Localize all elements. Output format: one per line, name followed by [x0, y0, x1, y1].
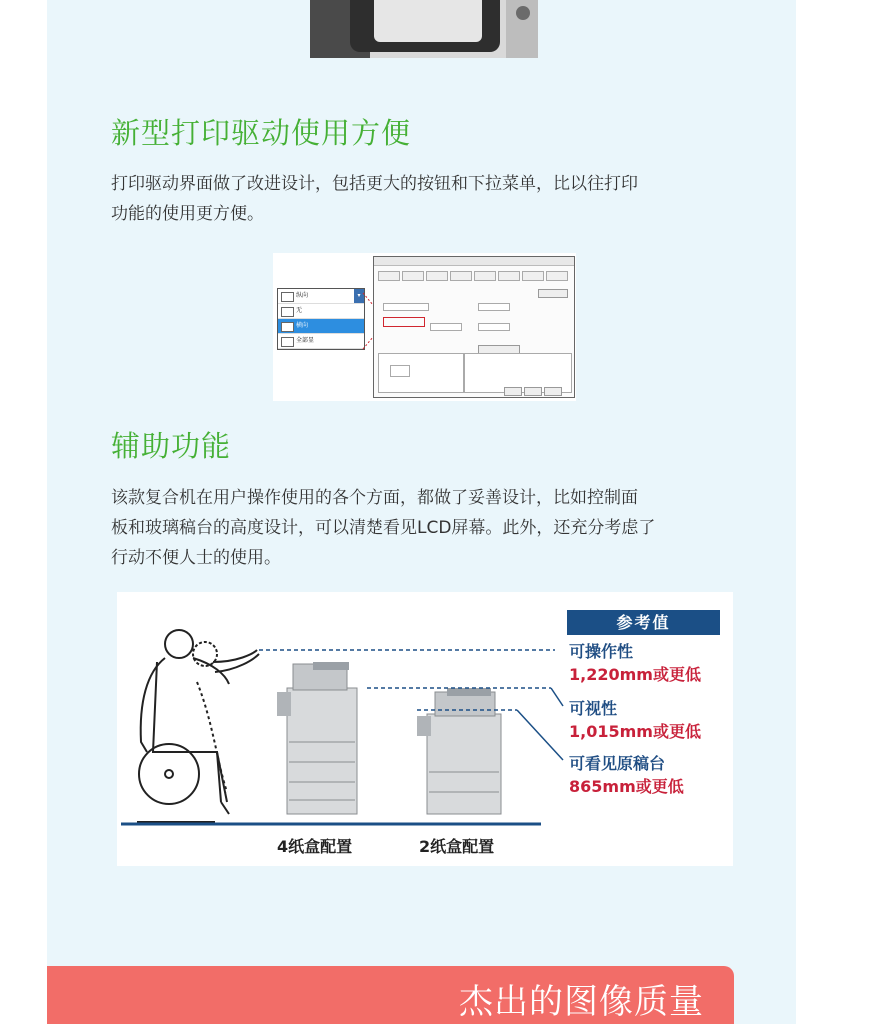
- measure-label-platen: 可看见原稿台: [569, 754, 666, 773]
- config-label-2-tray: 2纸盒配置: [419, 837, 495, 856]
- dropdown-item: 全部显: [278, 334, 364, 349]
- printer-2-tray-icon: [417, 688, 501, 814]
- text-line: 功能的使用更方便。: [111, 204, 264, 224]
- pointing-arm-icon: [193, 642, 259, 792]
- config-label-4-tray: 4纸盒配置: [277, 837, 353, 856]
- chevron-down-icon: ▾: [354, 289, 364, 303]
- accessibility-diagram: [117, 592, 733, 866]
- printer-control-panel-image: [310, 0, 538, 58]
- driver-ui-screenshot: [273, 253, 576, 401]
- driver-dialog: [373, 256, 575, 398]
- text-line: 板和玻璃稿台的高度设计，可以清楚看见LCD屏幕。此外，还充分考虑了: [111, 518, 656, 538]
- section-text-driver: [111, 169, 751, 229]
- measure-value-platen: 865mm或更低: [569, 777, 684, 796]
- text-line: 该款复合机在用户操作使用的各个方面，都做了妥善设计，比如控制面: [111, 488, 638, 508]
- dropdown-item: 无: [278, 304, 364, 319]
- text-line: 打印驱动界面做了改进设计，包括更大的按钮和下拉菜单，比以往打印: [111, 174, 638, 194]
- text-line: 行动不便人士的使用。: [111, 548, 281, 568]
- measure-value-operability: 1,220mm或更低: [569, 665, 701, 684]
- printer-4-tray-icon: [277, 662, 357, 814]
- section-banner: [47, 966, 734, 1024]
- dropdown-item-selected: 横向: [278, 319, 364, 334]
- section-text-accessibility: [111, 483, 751, 573]
- measure-value-visibility: 1,015mm或更低: [569, 722, 701, 741]
- reference-values-header: 参考值: [567, 610, 720, 635]
- measure-label-visibility: 可视性: [569, 699, 618, 718]
- section-heading-accessibility: 辅助功能: [111, 429, 232, 463]
- measure-label-operability: 可操作性: [569, 642, 634, 661]
- dropdown-item: 纵向 ▾: [278, 289, 364, 304]
- section-heading-driver: 新型打印驱动使用方便: [111, 116, 412, 150]
- banner-title: 杰出的图像质量: [459, 982, 704, 1022]
